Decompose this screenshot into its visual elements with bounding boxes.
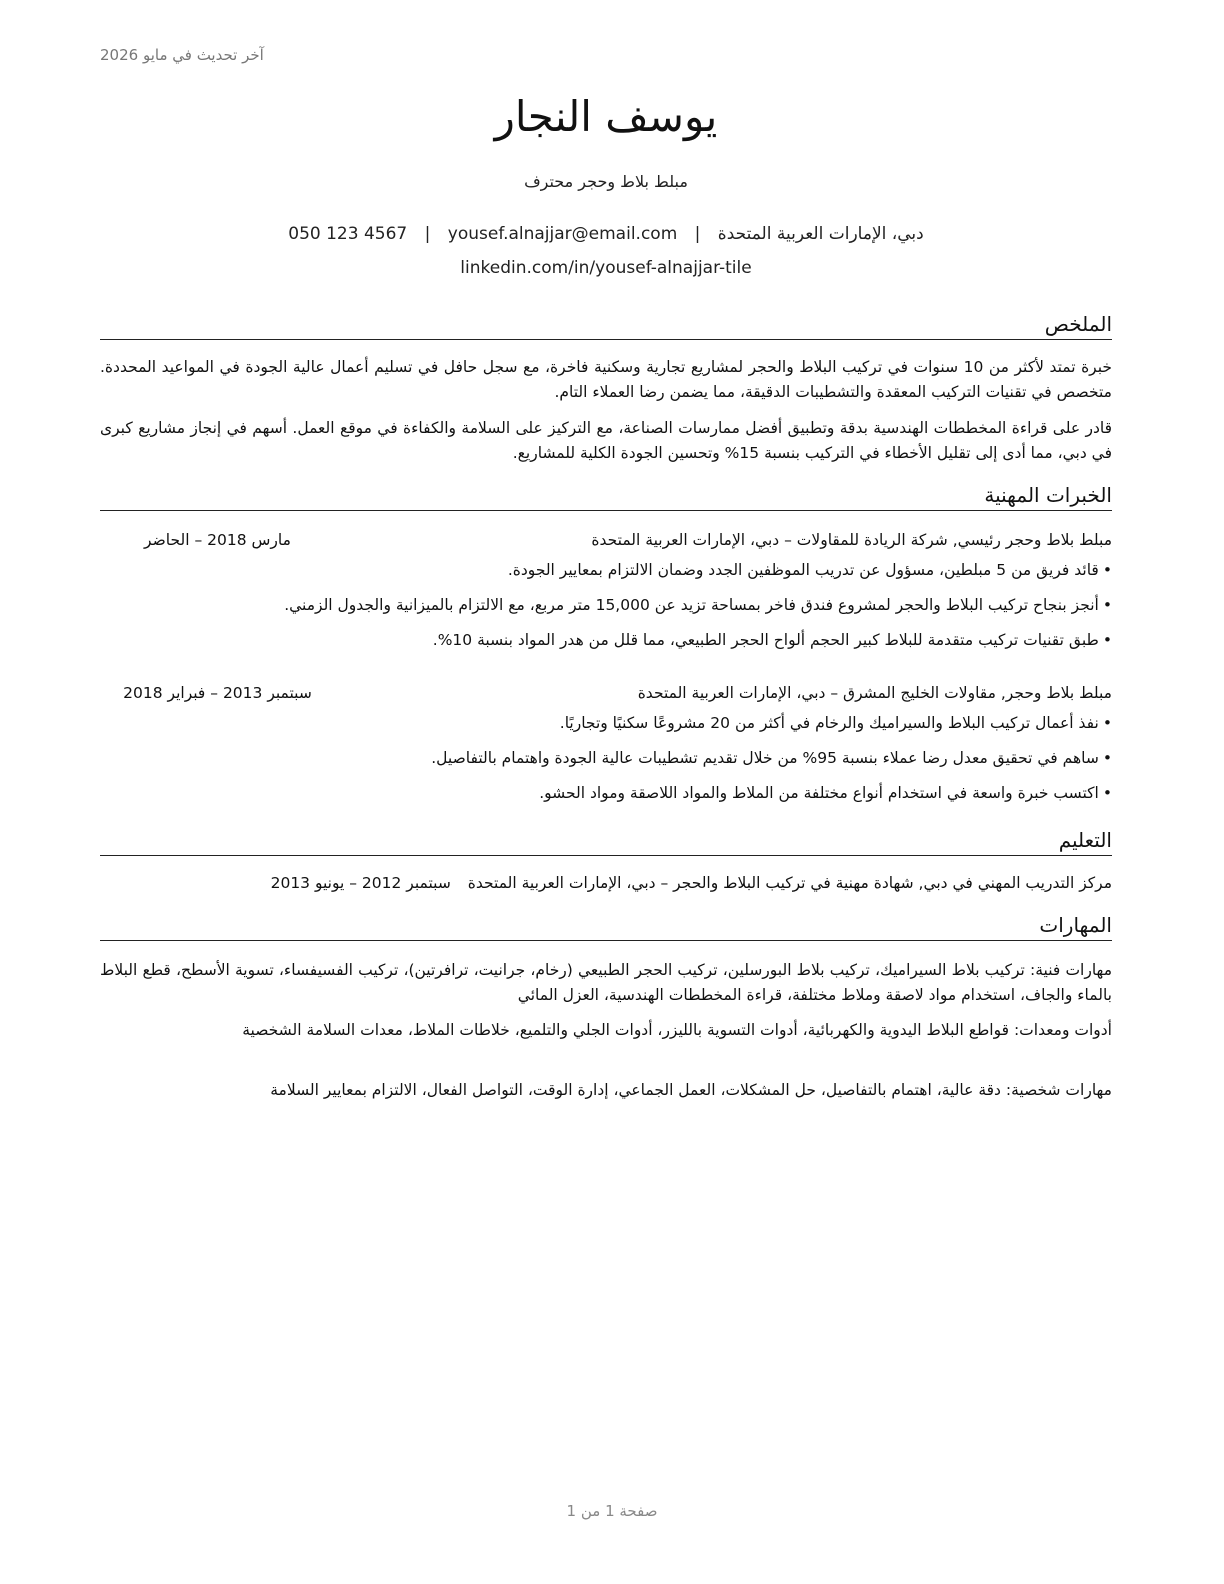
page-number: صفحة 1 من 1 — [566, 1502, 658, 1520]
education-section-title: التعليم — [100, 827, 1112, 856]
contact-separator: | — [694, 224, 701, 244]
candidate-name: يوسف النجار — [494, 92, 718, 141]
skills-line: مهارات شخصية: دقة عالية، اهتمام بالتفاصيل، حل المشكلات، العمل الجماعي، إدارة الوقت، التواصل الفعال، الالتزام بمعايير السلامة — [270, 1081, 1112, 1099]
contact-linkedin[interactable]: linkedin.com/in/yousef-alnajjar-tile — [460, 258, 752, 278]
contact-line — [100, 224, 1112, 244]
job-bullet: •طبق تقنيات تركيب متقدمة للبلاط كبير الحجم ألواح الحجر الطبيعي، مما قلل من هدر المواد بنسبة 10%. — [432, 631, 1112, 649]
experience-section-title: الخبرات المهنية — [100, 482, 1112, 511]
job-dates: مارس 2018 – الحاضر — [144, 531, 291, 549]
job-bullet: •أنجز بنجاح تركيب البلاط والحجر لمشروع فندق فاخر بمساحة تزيد عن 15,000 متر مربع، مع الالتزام بالميزانية والجدول الزمني. — [284, 596, 1112, 614]
last-updated: آخر تحديث في مايو 2026 — [100, 46, 264, 64]
skills-line: أدوات ومعدات: قواطع البلاط اليدوية والكهربائية، أدوات التسوية بالليزر، أدوات الجلي والتلميع، خلاطات الملاط، معدات السلامة الشخصية — [242, 1021, 1112, 1039]
education-dates: سبتمبر 2012 – يونيو 2013 — [270, 874, 451, 892]
skills-section-title: المهارات — [100, 912, 1112, 941]
summary-section-title: الملخص — [100, 311, 1112, 340]
job-bullet: •قائد فريق من 5 مبلطين، مسؤول عن تدريب الموظفين الجدد وضمان الالتزام بمعايير الجودة. — [507, 561, 1112, 579]
job-dates: سبتمبر 2013 – فبراير 2018 — [123, 684, 312, 702]
job-title: مبلط بلاط وحجر, مقاولات الخليج المشرق – دبي، الإمارات العربية المتحدة — [637, 684, 1112, 702]
job-heading — [100, 681, 1112, 705]
resume-page — [100, 0, 1112, 1584]
job-heading — [100, 528, 1112, 552]
job-bullet: •اكتسب خبرة واسعة في استخدام أنواع مختلفة من الملاط والمواد اللاصقة ومواد الحشو. — [539, 784, 1112, 802]
candidate-role: مبلط بلاط وحجر محترف — [524, 172, 688, 191]
job-bullet: •ساهم في تحقيق معدل رضا عملاء بنسبة 95% من خلال تقديم تشطيبات عالية الجودة واهتمام بالتفاصيل. — [431, 749, 1112, 767]
job-bullet: •نفذ أعمال تركيب البلاط والسيراميك والرخام في أكثر من 20 مشروعًا سكنيًا وتجاريًا. — [559, 714, 1112, 732]
summary-paragraph: قادر على قراءة المخططات الهندسية بدقة وتطبيق أفضل ممارسات الصناعة، مع التركيز على السلامة والكفاءة في موقع العمل. أسهم في إنجاز مشاريع كبرى في دبي، مما أدى إلى تقليل الأخطاء في التركيب بنسبة 15% وتحسين الجودة الكلية للمشاريع. — [100, 419, 1112, 462]
contact-separator: | — [424, 224, 431, 244]
summary-paragraph: خبرة تمتد لأكثر من 10 سنوات في تركيب البلاط والحجر لمشاريع تجارية وسكنية فاخرة، مع سجل حافل في تسليم أعمال عالية الجودة في المواعيد المحددة. متخصص في تقنيات التركيب المعقدة والتشطيبات الدقيقة، مما يضمن رضا العملاء التام. — [100, 358, 1112, 401]
education-entry — [100, 871, 1112, 895]
job-title: مبلط بلاط وحجر رئيسي, شركة الريادة للمقاولات – دبي، الإمارات العربية المتحدة — [591, 531, 1112, 549]
contact-email[interactable]: yousef.alnajjar@email.com — [447, 224, 678, 244]
contact-location: دبي، الإمارات العربية المتحدة — [717, 224, 924, 244]
contact-phone: 050 123 4567 — [288, 224, 408, 244]
education-institution: مركز التدريب المهني في دبي, شهادة مهنية في تركيب البلاط والحجر – دبي، الإمارات العربية المتحدة — [467, 874, 1112, 892]
skills-line: مهارات فنية: تركيب بلاط السيراميك، تركيب بلاط البورسلين، تركيب الحجر الطبيعي (رخام، جرانيت، ترافرتين)، تركيب الفسيفساء، تسوية الأسطح، قطع البلاط بالماء والجاف، استخدام مواد لاصقة وملاط مختلفة، قراءة المخططات الهندسية، العزل المائي — [100, 961, 1112, 1004]
